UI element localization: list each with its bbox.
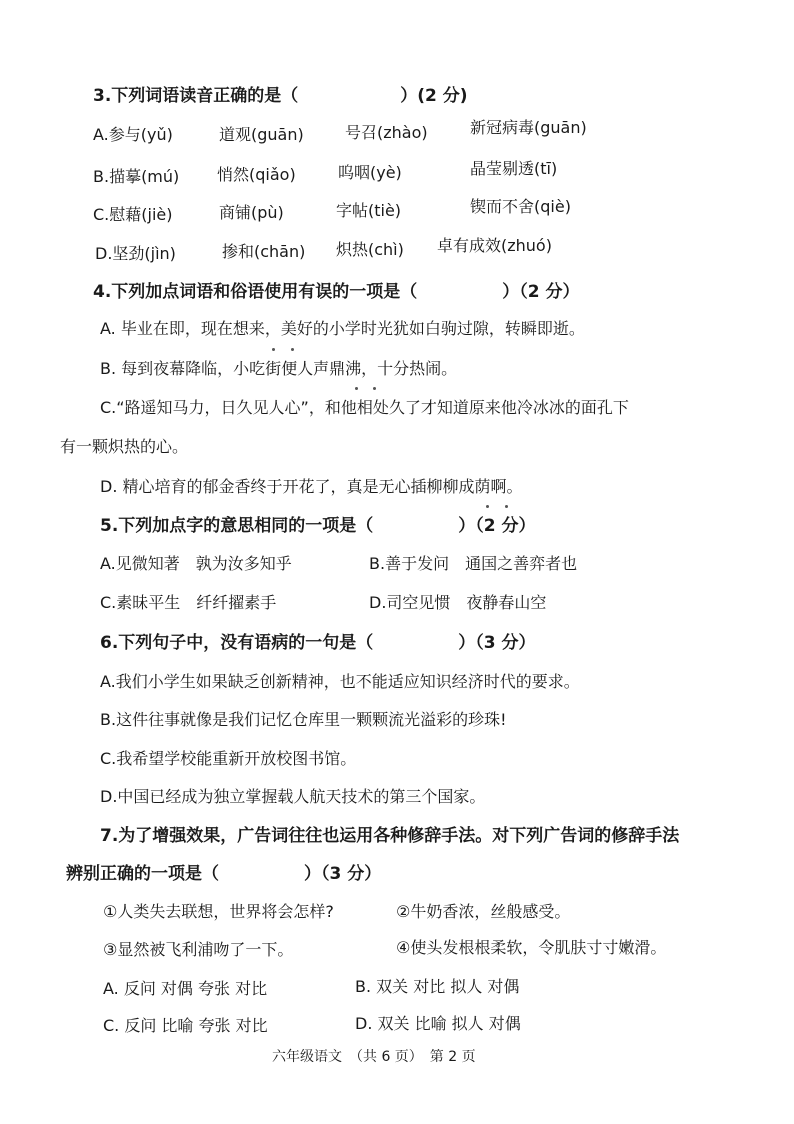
q6-option-b: B.这件往事就像是我们记忆仓库里一颗颗流光溢彩的珍珠! bbox=[100, 710, 507, 729]
q3-option-b-2: 悄然(qiǎo) bbox=[217, 165, 296, 184]
question-6-title: 6.下列句子中，没有语病的一句是（ ）（3 分） bbox=[100, 633, 536, 653]
q3-option-a-1: A.参与(yǔ) bbox=[93, 125, 173, 144]
q3-option-b-1: B.描摹(mú) bbox=[93, 167, 180, 186]
q5-option-b: B.善于发问 通国之善弈者也 bbox=[369, 554, 578, 573]
q7-option-d: D. 双关 比喻 拟人 对偶 bbox=[355, 1014, 521, 1033]
q5-option-a: A.见微知著 孰为汝多知乎 bbox=[100, 554, 292, 573]
q3-option-b-4: 晶莹剔透(tī) bbox=[470, 159, 558, 178]
q7-sentence-4: ④使头发根根柔软，令肌肤寸寸嫩滑。 bbox=[396, 938, 667, 957]
q7-option-a: A. 反问 对偶 夸张 对比 bbox=[103, 979, 268, 998]
q3-option-d-4: 卓有成效(zhuó) bbox=[437, 236, 552, 255]
q4-option-c-line2: 有一颗炽热的心。 bbox=[60, 437, 189, 456]
q3-option-a-2: 道观(guān) bbox=[219, 125, 304, 144]
q4-option-d: D. 精心培育的郁金香终于开花了，真是无心插柳柳成荫啊。 bbox=[100, 477, 523, 496]
q3-option-d-1: D.坚劲(jìn) bbox=[95, 244, 176, 263]
emphasis-dot bbox=[291, 348, 294, 351]
emphasis-dot bbox=[505, 505, 508, 508]
question-7-title-line1: 7.为了增强效果，广告词往往也运用各种修辞手法。对下列广告词的修辞手法 bbox=[100, 826, 680, 846]
q3-option-c-1: C.慰藉(jiè) bbox=[93, 205, 173, 224]
emphasis-dot bbox=[373, 387, 376, 390]
q7-sentence-1: ①人类失去联想，世界将会怎样? bbox=[103, 902, 334, 921]
question-3-title: 3.下列词语读音正确的是（ ）(2 分) bbox=[93, 86, 468, 106]
q4-option-b: B. 每到夜幕降临，小吃街便人声鼎沸，十分热闹。 bbox=[100, 359, 458, 378]
q3-option-c-2: 商铺(pù) bbox=[219, 203, 284, 222]
q4-option-c-line1: C.“路遥知马力，日久见人心”，和他相处久了才知道原来他冷冰冰的面孔下 bbox=[100, 398, 629, 417]
q6-option-c: C.我希望学校能重新开放校图书馆。 bbox=[100, 749, 357, 768]
q7-sentence-2: ②牛奶香浓，丝般感受。 bbox=[396, 902, 571, 921]
q7-sentence-3: ③显然被飞利浦吻了一下。 bbox=[103, 940, 294, 959]
q3-option-a-3: 号召(zhào) bbox=[345, 123, 428, 142]
emphasis-dot bbox=[272, 348, 275, 351]
q3-option-c-3: 字帖(tiè) bbox=[336, 201, 402, 220]
q7-option-c: C. 反问 比喻 夸张 对比 bbox=[103, 1016, 268, 1035]
q5-option-d: D.司空见惯 夜静春山空 bbox=[369, 593, 547, 612]
q3-option-d-3: 炽热(chì) bbox=[336, 240, 404, 259]
q7-option-b: B. 双关 对比 拟人 对偶 bbox=[355, 977, 520, 996]
question-7-title-line2: 辨别正确的一项是（ ）（3 分） bbox=[66, 864, 382, 884]
emphasis-dot bbox=[355, 387, 358, 390]
page-footer: 六年级语文 （共 6 页） 第 2 页 bbox=[272, 1049, 476, 1065]
q6-option-a: A.我们小学生如果缺乏创新精神，也不能适应知识经济时代的要求。 bbox=[100, 672, 580, 691]
q3-option-b-3: 呜咽(yè) bbox=[338, 163, 402, 182]
q4-option-a: A. 毕业在即，现在想来，美好的小学时光犹如白驹过隙，转瞬即逝。 bbox=[100, 319, 585, 338]
q3-option-c-4: 锲而不舍(qiè) bbox=[470, 197, 571, 216]
emphasis-dot bbox=[486, 505, 489, 508]
q3-option-d-2: 掺和(chān) bbox=[222, 242, 306, 261]
q6-option-d: D.中国已经成为独立掌握载人航天技术的第三个国家。 bbox=[100, 787, 486, 806]
question-5-title: 5.下列加点字的意思相同的一项是（ ）（2 分） bbox=[100, 516, 536, 536]
q5-option-c: C.素昧平生 纤纤擢素手 bbox=[100, 593, 277, 612]
question-4-title: 4.下列加点词语和俗语使用有误的一项是（ ）（2 分） bbox=[93, 282, 580, 302]
q3-option-a-4: 新冠病毒(guān) bbox=[470, 118, 587, 137]
